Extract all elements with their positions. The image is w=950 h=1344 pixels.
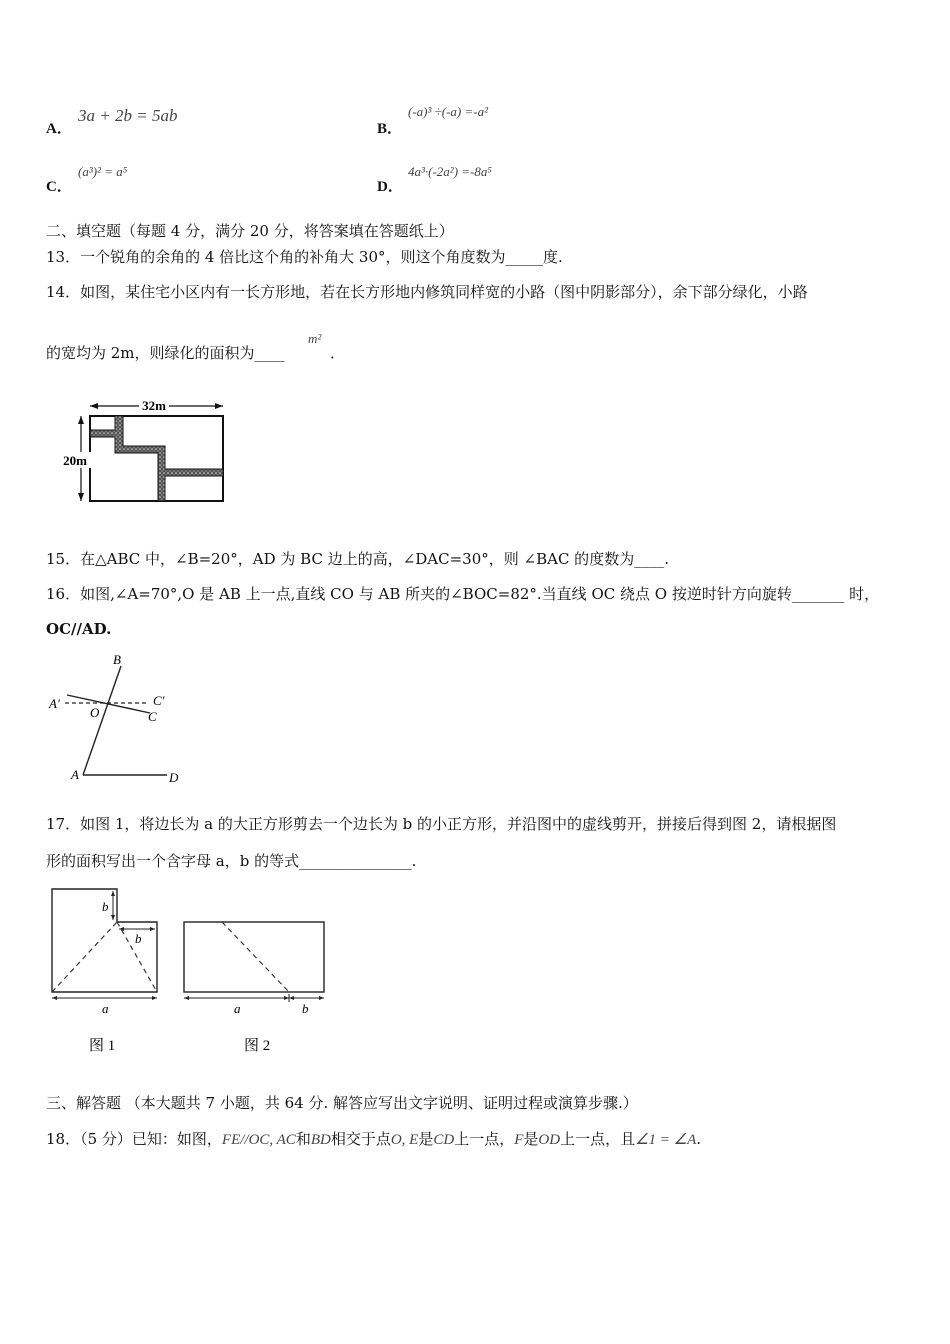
question-14-end: ． [330,344,346,362]
question-14-figure [55,396,235,511]
height-label: 20m [63,453,87,468]
fig2-caption: 图 2 [244,1038,271,1054]
option-a-letter: A． [46,121,72,137]
section-3-title: 三、解答题 （本大题共 7 小题，共 64 分. 解答应写出文字说明、证明过程或演算步骤.） [46,1094,638,1112]
question-14-line1: 14．如图，某住宅小区内有一长方形地，若在长方形地内修筑同样宽的小路（图中阴影部分），余下部分绿化，小路 [46,283,808,301]
q18-end: . [696,1130,702,1148]
q18-formula-7: ∠1 = ∠A [635,1132,697,1148]
label-c: C [148,709,157,724]
line-co [67,695,150,713]
fig1-b-right-label: b [135,931,142,946]
fig2-rect [184,922,324,992]
fig1-b-top-label: b [102,899,109,914]
fig2-cut [222,922,289,992]
label-d: D [169,770,179,785]
fig1-a-label: a [102,1001,109,1016]
label-a: A [71,767,79,782]
question-15: 15．在△ABC 中，∠B=20°，AD 为 BC 边上的高，∠DAC=30°，则 ∠BAC 的度数为____. [46,550,669,568]
q18-formula-4: CD [433,1132,455,1148]
fig1-caption: 图 1 [89,1038,116,1054]
q18-formula-2: BD [310,1132,331,1148]
q18-text-2: 相交于点 [330,1130,391,1148]
line-ab [83,666,121,775]
rect-land [90,416,223,501]
option-b-formula: (-a)³ ÷(-a) =-a² [408,104,489,119]
q18-text-3: 是 [418,1130,434,1148]
q18-formula-6: OD [538,1132,561,1148]
option-b-letter: B． [377,121,403,137]
question-14-unit: m² [308,331,322,346]
question-14-line2: 的宽均为 2m，则绿化的面积为____ [46,344,285,362]
option-c-letter: C． [46,179,72,195]
label-a-prime: A′ [49,696,60,711]
q18-text-6: 上一点，且 [560,1130,636,1148]
option-c-formula: (a³)² = a⁵ [78,164,128,179]
width-label: 32m [142,398,166,413]
option-d-letter: D． [377,179,403,195]
question-16-line2: OC//AD. [46,620,112,638]
question-17-line2: 形的面积写出一个含字母 a，b 的等式_______________. [46,852,417,870]
section-2-title: 二、填空题（每题 4 分，满分 20 分，将答案填在答题纸上） [46,222,454,240]
q18-formula-5: F [514,1132,524,1148]
label-c-prime: C′ [153,693,165,708]
question-16-line1: 16．如图,∠A=70°,O 是 AB 上一点,直线 CO 与 AB 所夹的∠BOC=82°.当直线 OC 绕点 O 按逆时针方向旋转_______ 时， [46,585,880,603]
q18-text-5: 是 [523,1130,539,1148]
question-13: 13．一个锐角的余角的 4 倍比这个角的补角大 30°，则这个角度数为_____度. [46,248,563,266]
question-17-figures [45,882,335,1062]
q18-formula-3: O, E [390,1132,419,1148]
option-d-formula: 4a³·(-2a²) =-8a⁵ [408,164,492,179]
q18-formula-1: FE//OC, AC [221,1132,296,1148]
q18-text-4: 上一点， [454,1130,515,1148]
option-a-formula: 3a + 2b = 5ab [78,106,178,125]
label-o: O [90,705,100,720]
fig2-a-label: a [234,1001,241,1016]
question-18 [46,1128,701,1149]
label-b: B [113,652,121,667]
question-16-figure [45,648,190,788]
q18-prefix: 18．（5 分）已知：如图， [46,1130,222,1148]
question-17-line1: 17．如图 1，将边长为 a 的大正方形剪去一个边长为 b 的小正方形，并沿图中的虚线剪开，拼接后得到图 2，请根据图 [46,815,837,833]
fig2-b-label: b [302,1001,309,1016]
q18-text-1: 和 [295,1130,311,1148]
fig1-cut-left [52,922,117,992]
